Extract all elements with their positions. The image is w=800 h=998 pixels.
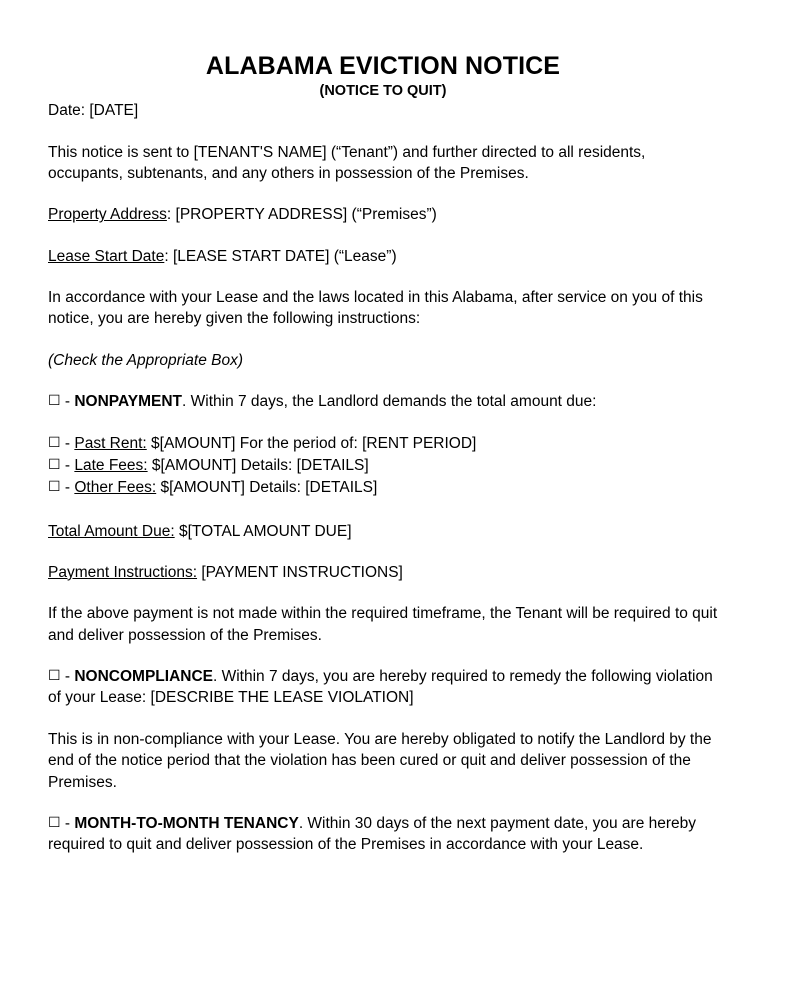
month-to-month-text: . Within 30 days of the next payment date, you are hereby required to quit and deliver possession of the Premises in accordance with your Lease. xyxy=(48,814,697,854)
past-rent-label: Past Rent: xyxy=(74,434,147,452)
late-fees-item[interactable] xyxy=(48,455,718,477)
nonpayment-text: . Within 7 days, the Landlord demands the total amount due: xyxy=(182,393,597,411)
late-fees-label: Late Fees: xyxy=(74,456,148,474)
check-box-instruction: (Check the Appropriate Box) xyxy=(48,351,243,369)
noncompliance-option[interactable] xyxy=(48,666,718,709)
other-fees-item[interactable] xyxy=(48,477,718,499)
date-value: [DATE] xyxy=(89,102,139,120)
dash-separator: - xyxy=(64,668,71,686)
month-to-month-heading: MONTH-TO-MONTH TENANCY xyxy=(74,814,299,832)
nonpayment-option[interactable] xyxy=(48,391,718,412)
dash-separator: - xyxy=(64,814,71,832)
property-address-line xyxy=(48,204,718,225)
total-amount-due-label: Total Amount Due: xyxy=(48,522,175,540)
lease-start-date-line xyxy=(48,246,718,267)
nonpayment-heading: NONPAYMENT xyxy=(74,393,183,411)
noncompliance-footer-paragraph: This is in non-compliance with your Lease. You are hereby obligated to notify the Landlord by the end of the notice period that the violation has been cured or quit and deliver possession of the Premises. xyxy=(48,730,712,791)
intro-paragraph: This notice is sent to [TENANT'S NAME] (“Tenant”) and further directed to all residents, occupants, subtenants, and any others in possession of the Premises. xyxy=(48,143,646,182)
noncompliance-text: . Within 7 days, you are hereby required to remedy the following violation of your Lease: [DESCRIBE THE LEASE VIOLATION] xyxy=(48,668,713,707)
dash-separator: - xyxy=(64,456,71,474)
other-fees-label: Other Fees: xyxy=(74,478,157,496)
date-line xyxy=(48,100,718,121)
checkbox-icon-month-to-month[interactable]: ☐ xyxy=(48,814,61,831)
noncompliance-heading: NONCOMPLIANCE xyxy=(74,668,213,686)
date-label: Date: xyxy=(48,102,86,120)
page-title: ALABAMA EVICTION NOTICE xyxy=(205,52,561,80)
payment-instructions-line xyxy=(48,562,718,583)
past-rent-value: $[AMOUNT] For the period of: [RENT PERIOD] xyxy=(146,434,477,452)
total-amount-due-value: $[TOTAL AMOUNT DUE] xyxy=(174,522,352,540)
dash-separator: - xyxy=(64,434,71,452)
checkbox-icon-past-rent[interactable]: ☐ xyxy=(48,434,61,451)
payment-instructions-value: [PAYMENT INSTRUCTIONS] xyxy=(197,563,403,581)
property-address-label: Property Address xyxy=(48,206,167,224)
nonpayment-footer-paragraph: If the above payment is not made within the required timeframe, the Tenant will be required to quit and deliver possession of the Premises. xyxy=(48,605,718,644)
property-address-value: : [PROPERTY ADDRESS] (“Premises”) xyxy=(166,206,437,224)
checkbox-icon-noncompliance[interactable]: ☐ xyxy=(48,668,61,685)
checkbox-icon-late-fees[interactable]: ☐ xyxy=(48,456,61,473)
checkbox-icon-other-fees[interactable]: ☐ xyxy=(48,478,61,495)
past-rent-item[interactable] xyxy=(48,433,718,455)
lease-start-date-label: Lease Start Date xyxy=(48,247,165,265)
accordance-paragraph: In accordance with your Lease and the laws located in this Alabama, after service on you of this notice, you are hereby given the following instructions: xyxy=(48,289,703,328)
late-fees-value: $[AMOUNT] Details: [DETAILS] xyxy=(147,456,369,474)
month-to-month-option[interactable] xyxy=(48,813,718,856)
lease-start-date-value: : [LEASE START DATE] (“Lease”) xyxy=(164,247,397,265)
payment-instructions-label: Payment Instructions: xyxy=(48,563,198,581)
dash-separator: - xyxy=(64,478,71,496)
checkbox-icon-nonpayment[interactable]: ☐ xyxy=(48,393,61,410)
dash-separator: - xyxy=(64,393,71,411)
other-fees-value: $[AMOUNT] Details: [DETAILS] xyxy=(156,478,378,496)
total-amount-due-line xyxy=(48,521,718,542)
page-subtitle: (NOTICE TO QUIT) xyxy=(319,82,447,99)
